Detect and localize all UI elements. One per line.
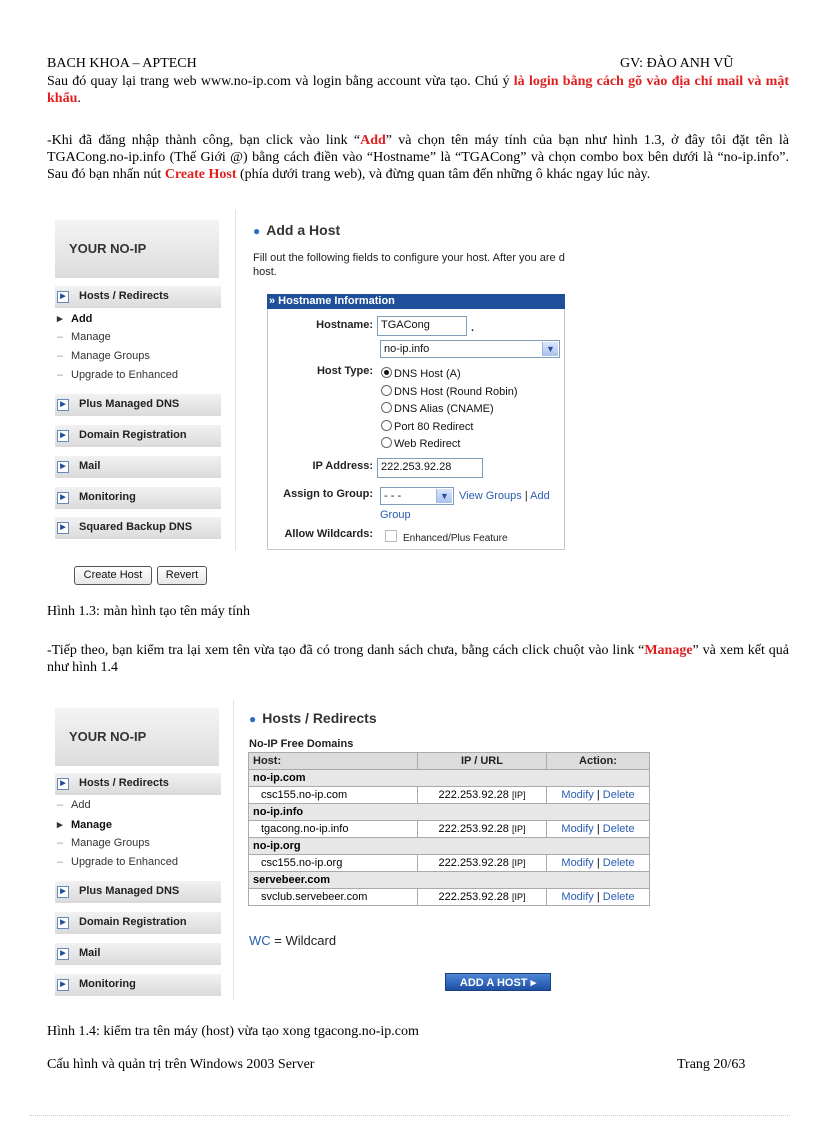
link-separator: | bbox=[596, 891, 600, 903]
caption-figure-1-3: Hình 1.3: màn hình tạo tên máy tính bbox=[47, 604, 250, 619]
link-separator: | bbox=[524, 490, 528, 502]
domain-select[interactable] bbox=[380, 340, 560, 358]
paragraph-text: (phía dưới trang web), và đừng quan tâm đến những ô khác ngay lúc này. bbox=[236, 167, 651, 182]
subnav-label: Manage bbox=[71, 331, 111, 343]
wc-abbrev: WC bbox=[249, 933, 271, 948]
radio-icon bbox=[381, 420, 392, 431]
nav-plus-managed-dns[interactable] bbox=[55, 881, 221, 903]
add-group-link[interactable]: Add bbox=[530, 490, 550, 502]
assign-group-label: Assign to Group: bbox=[283, 488, 373, 500]
table-header-row bbox=[249, 753, 650, 770]
nav-label: Domain Registration bbox=[79, 429, 187, 441]
intro-text-2: host. bbox=[253, 266, 277, 278]
subnav-label: Manage Groups bbox=[71, 837, 150, 849]
nav-monitoring[interactable] bbox=[55, 974, 221, 996]
column-divider bbox=[233, 700, 234, 1000]
nav-domain-registration[interactable] bbox=[55, 912, 221, 934]
subnav-upgrade[interactable] bbox=[57, 369, 178, 381]
highlight-text: là login bằng cách gõ vào địa chỉ mail và mật khẩu bbox=[47, 74, 789, 106]
link-separator: | bbox=[596, 823, 600, 835]
hostname-input[interactable]: TGACong bbox=[377, 316, 467, 336]
bullet-icon: – bbox=[57, 837, 64, 849]
highlight-add: Add bbox=[360, 133, 386, 148]
paragraph-text: Sau đó quay lại trang web www.no-ip.com và login bằng account vừa tạo. Chú ý bbox=[47, 74, 514, 89]
nav-label: Hosts / Redirects bbox=[79, 777, 169, 789]
ip-value: 222.253.92.28 bbox=[438, 857, 509, 869]
bullet-icon: – bbox=[57, 369, 64, 381]
link-separator: | bbox=[596, 857, 600, 869]
bullet-icon: ● bbox=[249, 712, 257, 726]
nav-label: Hosts / Redirects bbox=[79, 290, 169, 302]
bullet-icon: – bbox=[57, 350, 64, 362]
table-group-row bbox=[249, 804, 650, 821]
chevron-right-icon: ▶ bbox=[57, 778, 69, 790]
view-groups-link[interactable]: View Groups bbox=[459, 490, 522, 502]
create-host-button[interactable]: Create Host bbox=[74, 566, 152, 585]
chevron-right-icon: ▶ bbox=[57, 291, 69, 303]
ip-cell bbox=[418, 821, 547, 838]
ip-tag: [IP] bbox=[511, 892, 526, 902]
ip-cell bbox=[418, 855, 547, 872]
host-cell: tgacong.no-ip.info bbox=[249, 821, 418, 838]
figure-1-3-screenshot bbox=[47, 210, 565, 595]
action-cell bbox=[547, 787, 650, 804]
group-select[interactable] bbox=[380, 487, 454, 505]
bullet-icon: ▸ bbox=[57, 313, 63, 325]
radio-label: DNS Host (Round Robin) bbox=[394, 386, 518, 398]
nav-mail[interactable] bbox=[55, 456, 221, 478]
page-bottom-rule bbox=[30, 1115, 790, 1116]
chevron-down-icon: ▼ bbox=[542, 342, 558, 356]
radio-port-80-redirect[interactable] bbox=[381, 420, 473, 433]
bullet-icon: – bbox=[57, 331, 64, 343]
action-cell bbox=[547, 821, 650, 838]
table-row bbox=[249, 787, 650, 804]
add-a-host-button[interactable]: ADD A HOST ▸ bbox=[445, 973, 551, 991]
radio-dns-host-a[interactable] bbox=[381, 367, 461, 380]
nav-hosts-redirects[interactable] bbox=[55, 286, 221, 308]
ip-tag: [IP] bbox=[511, 824, 526, 834]
page-title-text: Hosts / Redirects bbox=[262, 710, 377, 726]
nav-label: Plus Managed DNS bbox=[79, 885, 180, 897]
your-noip-box bbox=[55, 708, 219, 766]
subnav-label: Add bbox=[71, 799, 91, 811]
paragraph-text: ” và xem kết quả như hình 1.4 bbox=[47, 643, 789, 675]
delete-link[interactable]: Delete bbox=[602, 857, 635, 869]
subnav-upgrade[interactable] bbox=[57, 856, 178, 868]
action-cell bbox=[547, 889, 650, 906]
chevron-down-icon: ▼ bbox=[436, 489, 452, 503]
your-noip-label: YOUR NO-IP bbox=[69, 729, 147, 744]
nav-label: Plus Managed DNS bbox=[79, 398, 180, 410]
wildcard-legend bbox=[249, 933, 336, 948]
wildcards-checkbox[interactable] bbox=[385, 530, 397, 542]
intro-text: Fill out the following fields to configure your host. After you are d bbox=[253, 252, 565, 264]
nav-label: Mail bbox=[79, 460, 101, 472]
free-domains-heading: No-IP Free Domains bbox=[249, 738, 354, 750]
hosts-table bbox=[248, 752, 650, 906]
chevron-right-icon: ▶ bbox=[57, 917, 69, 929]
your-noip-box bbox=[55, 220, 219, 278]
bullet-icon: – bbox=[57, 856, 64, 868]
group-select-value: - - - bbox=[384, 490, 402, 502]
host-cell: svclub.servebeer.com bbox=[249, 889, 418, 906]
radio-label: DNS Host (A) bbox=[394, 368, 461, 380]
group-name: no-ip.com bbox=[249, 770, 650, 787]
column-header: Action: bbox=[547, 753, 650, 770]
radio-label: Web Redirect bbox=[394, 438, 461, 450]
add-group-link-2[interactable]: Group bbox=[380, 509, 411, 521]
wildcards-note: Enhanced/Plus Feature bbox=[403, 533, 508, 544]
dot-separator: . bbox=[471, 322, 475, 334]
page-title bbox=[249, 710, 377, 726]
paragraph-1 bbox=[47, 73, 789, 107]
group-links bbox=[459, 490, 550, 502]
page-title-text: Add a Host bbox=[266, 222, 341, 238]
chevron-right-icon: ▶ bbox=[57, 399, 69, 411]
table-row bbox=[249, 889, 650, 906]
nav-mail[interactable] bbox=[55, 943, 221, 965]
table-row bbox=[249, 821, 650, 838]
subnav-add[interactable] bbox=[57, 312, 92, 325]
table-group-row bbox=[249, 872, 650, 889]
radio-dns-round-robin[interactable] bbox=[381, 385, 518, 398]
subnav-label: Upgrade to Enhanced bbox=[71, 856, 179, 868]
subnav-label: Upgrade to Enhanced bbox=[71, 369, 179, 381]
modify-link[interactable]: Modify bbox=[561, 823, 594, 835]
modify-link[interactable]: Modify bbox=[561, 789, 594, 801]
link-separator: | bbox=[596, 789, 600, 801]
delete-link[interactable]: Delete bbox=[602, 823, 635, 835]
ip-address-label: IP Address: bbox=[312, 460, 373, 472]
table-group-row bbox=[249, 770, 650, 787]
chevron-right-icon: ▶ bbox=[57, 886, 69, 898]
paragraph-text: -Khi đã đăng nhập thành công, bạn click vào link “ bbox=[47, 133, 361, 148]
subnav-manage-groups[interactable] bbox=[57, 350, 150, 362]
section-header: » Hostname Information bbox=[267, 294, 565, 309]
paragraph-text: . bbox=[77, 91, 81, 106]
wildcards-label: Allow Wildcards: bbox=[284, 528, 373, 540]
radio-label: DNS Alias (CNAME) bbox=[394, 403, 494, 415]
ip-value: 222.253.92.28 bbox=[438, 789, 509, 801]
ip-address-input[interactable]: 222.253.92.28 bbox=[377, 458, 483, 478]
host-cell: csc155.no-ip.org bbox=[249, 855, 418, 872]
figure-1-4-screenshot bbox=[47, 700, 657, 1000]
nav-label: Monitoring bbox=[79, 491, 136, 503]
revert-button[interactable]: Revert bbox=[157, 566, 207, 585]
chevron-right-icon: ▶ bbox=[57, 979, 69, 991]
nav-label: Domain Registration bbox=[79, 916, 187, 928]
footer-left: Cấu hình và quản trị trên Windows 2003 Server bbox=[47, 1057, 315, 1072]
chevron-right-icon: ▶ bbox=[57, 948, 69, 960]
ip-value: 222.253.92.28 bbox=[438, 891, 509, 903]
subnav-label: Add bbox=[71, 313, 93, 325]
caption-figure-1-4: Hình 1.4: kiểm tra tên máy (host) vừa tạo xong tgacong.no-ip.com bbox=[47, 1024, 419, 1039]
group-name: no-ip.org bbox=[249, 838, 650, 855]
paragraph-text: -Tiếp theo, bạn kiểm tra lại xem tên vừa tạo đã có trong danh sách chưa, bằng cách click chuột vào link “ bbox=[47, 643, 645, 658]
ip-cell bbox=[418, 889, 547, 906]
paragraph-text: ” và chọn tên máy tính của bạn như hình 1.3, ở đây tôi đặt tên là TGACong.no-ip.info (Thế Giới @) bằng cách điền vào “Hostname” là “TGACong” và chọn combo box bên dưới là “no-ip.info”. Sau đó bạn nhấn nút bbox=[47, 133, 789, 182]
subnav-label: Manage bbox=[71, 819, 112, 831]
nav-plus-managed-dns[interactable] bbox=[55, 394, 221, 416]
hostname-label: Hostname: bbox=[316, 319, 373, 331]
highlight-manage: Manage bbox=[644, 643, 693, 658]
wc-rest: = Wildcard bbox=[270, 933, 337, 948]
chevron-right-icon: ▶ bbox=[57, 461, 69, 473]
nav-label: Squared Backup DNS bbox=[79, 521, 193, 533]
column-header: IP / URL bbox=[418, 753, 547, 770]
header-left: BACH KHOA – APTECH bbox=[47, 56, 197, 71]
host-type-label: Host Type: bbox=[316, 365, 373, 377]
delete-link[interactable]: Delete bbox=[602, 789, 635, 801]
radio-icon bbox=[381, 402, 392, 413]
nav-label: Monitoring bbox=[79, 978, 136, 990]
nav-label: Mail bbox=[79, 947, 101, 959]
host-cell: csc155.no-ip.com bbox=[249, 787, 418, 804]
radio-selected-icon bbox=[381, 367, 392, 378]
chevron-right-icon: ▶ bbox=[57, 492, 69, 504]
modify-link[interactable]: Modify bbox=[561, 857, 594, 869]
highlight-create-host: Create Host bbox=[164, 167, 237, 182]
nav-domain-registration[interactable] bbox=[55, 425, 221, 447]
modify-link[interactable]: Modify bbox=[561, 891, 594, 903]
radio-label: Port 80 Redirect bbox=[394, 421, 474, 433]
ip-tag: [IP] bbox=[511, 858, 526, 868]
radio-web-redirect[interactable] bbox=[381, 437, 460, 450]
paragraph-3 bbox=[47, 642, 789, 676]
column-header: Host: bbox=[249, 753, 418, 770]
your-noip-label: YOUR NO-IP bbox=[69, 241, 147, 256]
radio-icon bbox=[381, 437, 392, 448]
subnav-add[interactable] bbox=[57, 799, 91, 811]
nav-monitoring[interactable] bbox=[55, 487, 221, 509]
subnav-manage[interactable] bbox=[57, 331, 111, 343]
nav-squared-backup-dns[interactable] bbox=[55, 517, 221, 539]
group-name: no-ip.info bbox=[249, 804, 650, 821]
column-divider bbox=[235, 210, 236, 550]
group-name: servebeer.com bbox=[249, 872, 650, 889]
chevron-right-icon: ▶ bbox=[57, 430, 69, 442]
paragraph-2 bbox=[47, 132, 789, 183]
bullet-icon: ▸ bbox=[57, 819, 63, 831]
ip-value: 222.253.92.28 bbox=[438, 823, 509, 835]
table-row bbox=[249, 855, 650, 872]
footer-right: Trang 20/63 bbox=[677, 1057, 746, 1072]
subnav-manage[interactable] bbox=[57, 818, 112, 831]
nav-hosts-redirects[interactable] bbox=[55, 773, 221, 795]
ip-tag: [IP] bbox=[511, 790, 526, 800]
header-right: GV: ĐÀO ANH VŨ bbox=[620, 56, 734, 71]
page-title bbox=[253, 222, 340, 238]
table-group-row bbox=[249, 838, 650, 855]
ip-cell bbox=[418, 787, 547, 804]
bullet-icon: ● bbox=[253, 224, 261, 238]
delete-link[interactable]: Delete bbox=[602, 891, 635, 903]
domain-select-value: no-ip.info bbox=[384, 343, 430, 355]
radio-dns-alias[interactable] bbox=[381, 402, 494, 415]
subnav-manage-groups[interactable] bbox=[57, 837, 150, 849]
bullet-icon: – bbox=[57, 799, 64, 811]
subnav-label: Manage Groups bbox=[71, 350, 150, 362]
action-cell bbox=[547, 855, 650, 872]
radio-icon bbox=[381, 385, 392, 396]
chevron-right-icon: ▶ bbox=[57, 522, 69, 534]
